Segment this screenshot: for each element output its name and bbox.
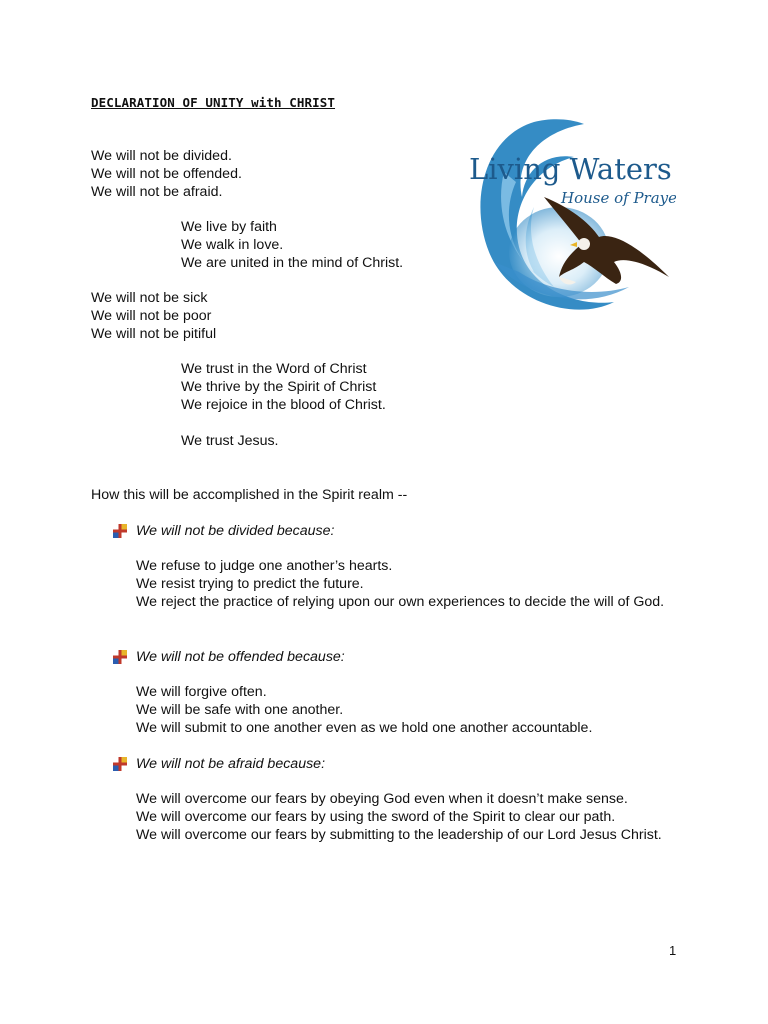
declaration-line: We will not be poor (91, 307, 212, 324)
section-divided (113, 522, 673, 611)
section-line: We will overcome our fears by obeying God even when it doesn’t make sense. (136, 791, 628, 807)
declaration-line: We rejoice in the blood of Christ. (181, 396, 386, 413)
declaration-line: We will not be afraid. (91, 183, 223, 200)
section-body (136, 791, 671, 844)
section-line: We will overcome our fears by submitting to the leadership of our Lord Jesus Christ. (136, 826, 662, 843)
section-line: We reject the practice of relying upon our own experiences to decide the will of God. (136, 593, 665, 610)
cross-bullet-icon (113, 757, 127, 771)
section-line: We will forgive often. (136, 684, 267, 700)
declaration-line: We trust in the Word of Christ (181, 361, 367, 377)
declaration-line: We live by faith (181, 219, 277, 235)
page-number: 1 (669, 943, 677, 958)
section-heading (113, 755, 673, 773)
section-body (136, 684, 671, 737)
declaration-block-3 (91, 290, 216, 343)
section-offended (113, 648, 673, 737)
declaration-block-2 (181, 219, 403, 272)
logo-graphic (464, 112, 676, 326)
section-heading-text: We will not be offended because: (136, 649, 345, 665)
cross-bullet-icon (113, 650, 127, 664)
logo-title: Living Waters (469, 152, 672, 186)
declaration-line: We trust Jesus. (181, 433, 279, 449)
declaration-block-4 (181, 361, 386, 414)
section-heading-text: We will not be afraid because: (136, 756, 326, 772)
section-line: We will overcome our fears by using the sword of the Spirit to clear our path. (136, 808, 616, 825)
section-line: We refuse to judge one another’s hearts. (136, 558, 393, 574)
declaration-line: We will not be offended. (91, 165, 242, 182)
section-afraid (113, 755, 673, 844)
document-title: DECLARATION OF UNITY with CHRIST (91, 95, 336, 110)
declaration-line: We walk in love. (181, 236, 284, 253)
declaration-line: We will not be pitiful (91, 325, 217, 342)
intro-text: How this will be accomplished in the Spirit realm -- (91, 487, 408, 503)
declaration-line: We will not be sick (91, 290, 208, 306)
declaration-block-1 (91, 148, 242, 201)
declaration-line: We thrive by the Spirit of Christ (181, 378, 377, 395)
section-heading (113, 522, 673, 540)
declaration-line: We will not be divided. (91, 148, 232, 164)
section-body (136, 558, 671, 611)
section-line: We will submit to one another even as we hold one another accountable. (136, 719, 593, 736)
living-waters-logo (464, 112, 676, 326)
section-heading-text: We will not be divided because: (136, 523, 335, 539)
declaration-line: We are united in the mind of Christ. (181, 254, 404, 271)
logo-subtitle: House of Prayer (561, 189, 676, 207)
section-line: We will be safe with one another. (136, 701, 344, 718)
cross-bullet-icon (113, 524, 127, 538)
section-line: We resist trying to predict the future. (136, 575, 364, 592)
declaration-block-5 (181, 433, 279, 451)
section-heading (113, 648, 673, 666)
